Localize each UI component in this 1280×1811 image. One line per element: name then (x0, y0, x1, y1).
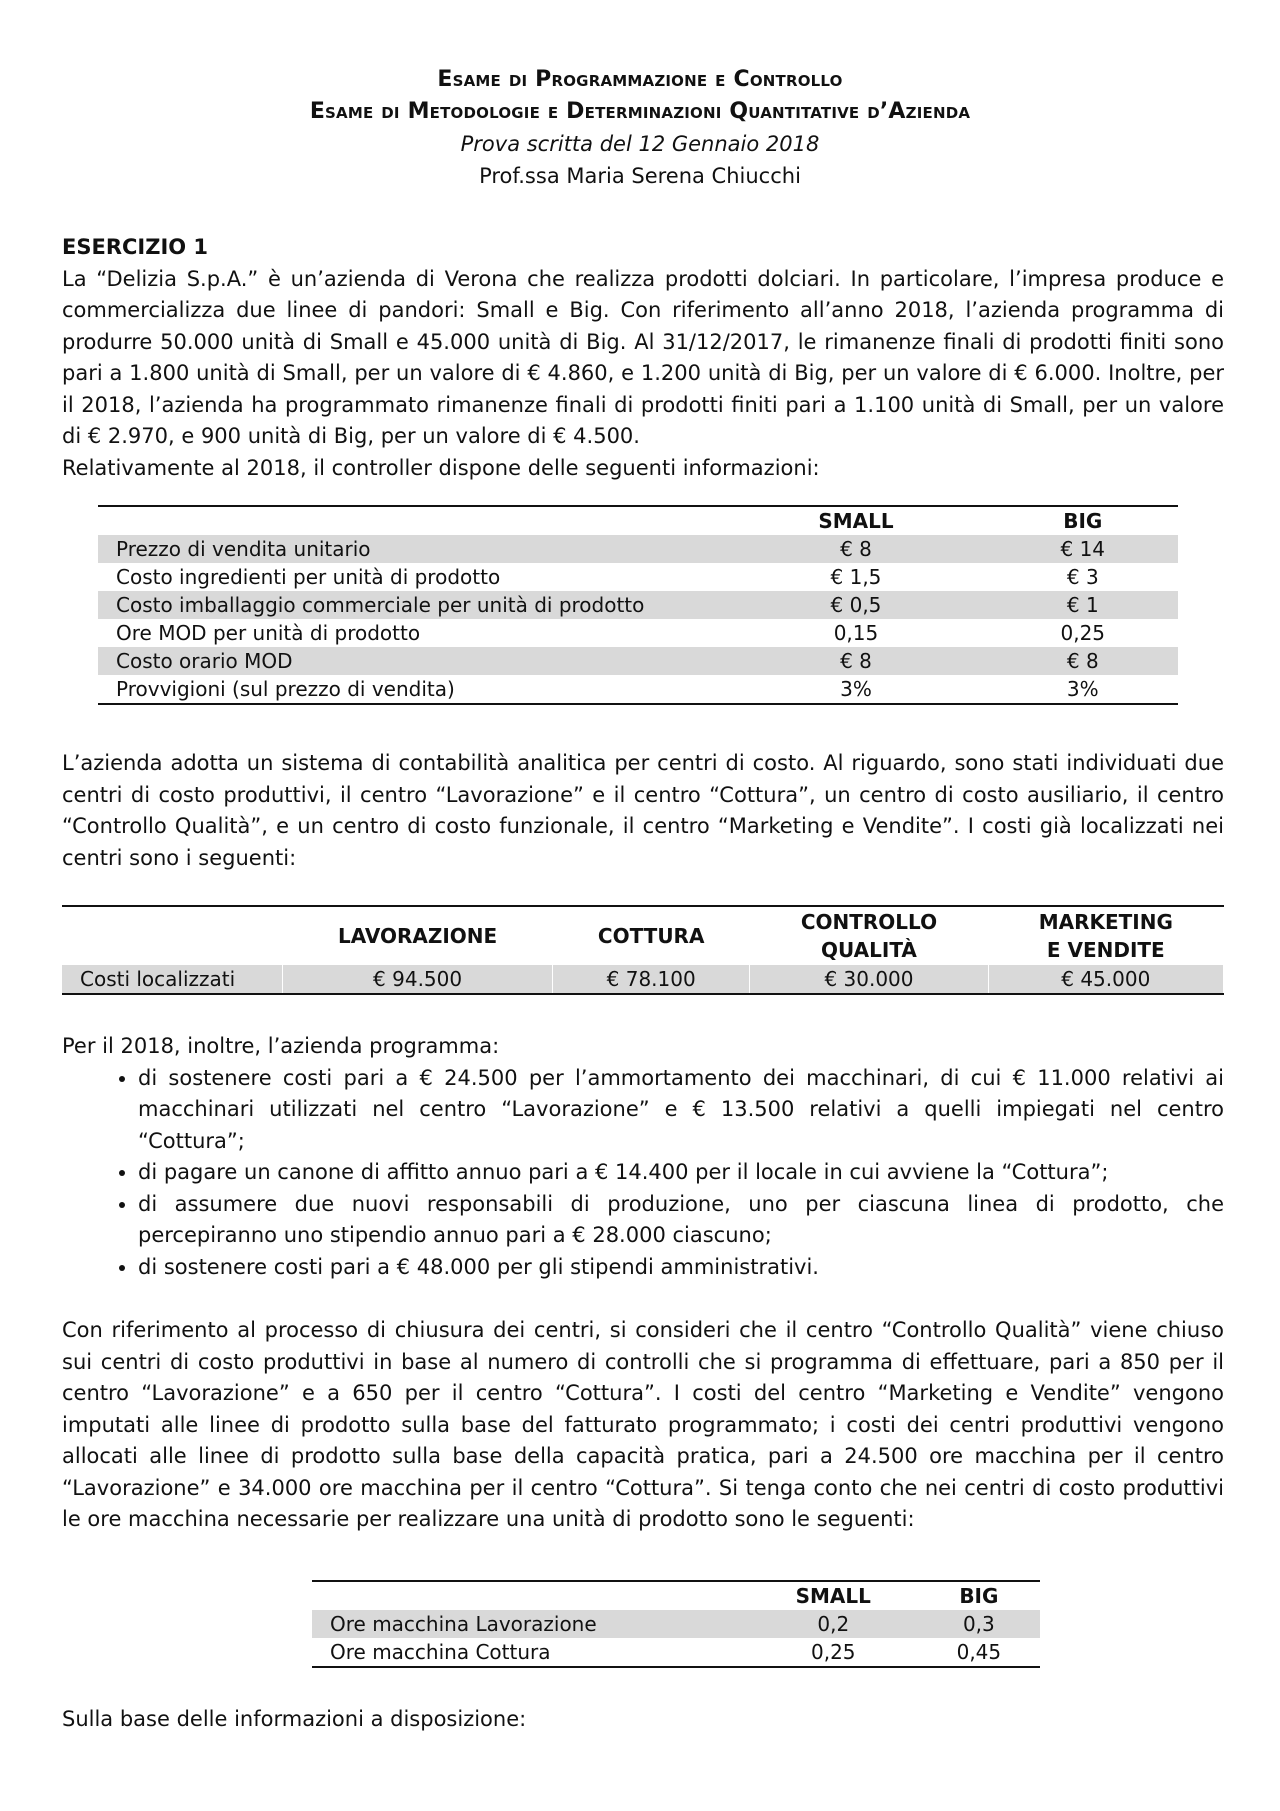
row-label: Ore MOD per unità di prodotto (116, 621, 421, 645)
closing-section (62, 1704, 1224, 1736)
column-header-cottura: COTTURA (552, 906, 749, 965)
cell-big: € 8 (988, 647, 1178, 675)
cell-small: € 8 (724, 535, 987, 563)
header-line: E VENDITE (1046, 938, 1165, 962)
cell-small: 3% (724, 675, 987, 704)
list-item: • di assumere due nuovi responsabili di produzione, uno per ciascuna linea di prodotto, che percepiranno uno stipendio annuo pari a € 28.000 ciascuno; (138, 1189, 1224, 1252)
column-header-big: BIG (918, 1581, 1040, 1610)
exercise-paragraph-1: La “Delizia S.p.A.” è un’azienda di Verona che realizza prodotti dolciari. In particolare, l’impresa produce e commercializza due linee di pandori: Small e Big. Con riferimento all’anno 2018, l’azienda programma di produrre 50.000 unità di Small e 45.000 unità di Big. Al 31/12/2017, le rimanenze finali di prodotti finiti sono pari a 1.800 unità di Small, per un valore di € 4.860, e 1.200 unità di Big, per un valore di € 6.000. Inoltre, per il 2018, l’azienda ha programmato rimanenze finali di prodotti finiti pari a 1.100 unità di Small, per un valore di € 2.970, e 900 unità di Big, per un valore di € 4.500. (62, 266, 1224, 448)
table-row (312, 1638, 1040, 1667)
exercise-paragraph-4: Per il 2018, inoltre, l’azienda programma: (62, 1034, 500, 1058)
exercise-paragraph-3: L’azienda adotta un sistema di contabilità analitica per centri di costo. Al riguardo, sono stati individuati due centri di costo produttivi, il centro “Lavorazione” e il centro “Cottura”, un centro di costo ausiliario, il centro “Controllo Qualità”, e un centro di costo funzionale, il centro “Marketing e Vendite”. I costi già localizzati nei centri sono i seguenti: (62, 751, 1224, 870)
column-header-big: BIG (988, 506, 1178, 535)
list-item: • di pagare un canone di affitto annuo pari a € 14.400 per il locale in cui avviene la “Cottura”; (138, 1157, 1224, 1189)
table-header-empty (312, 1581, 749, 1610)
exercise-paragraph-2: Relativamente al 2018, il controller dispone delle seguenti informazioni: (62, 455, 820, 480)
cell-small: € 1,5 (830, 565, 882, 589)
column-header-marketing-vendite (988, 906, 1223, 965)
table-row (98, 619, 1178, 647)
cell-lavorazione: € 94.500 (283, 965, 553, 994)
table-row (98, 535, 1178, 563)
table-row (98, 563, 1178, 591)
header-line: CONTROLLO (800, 910, 938, 934)
row-label: Ore macchina Cottura (312, 1638, 749, 1667)
exercise-paragraph-5: Con riferimento al processo di chiusura dei centri, si consideri che il centro “Controllo Qualità” viene chiuso sui centri di costo produttivi in base al numero di controlli che si programma di effettuare, pari a 850 per il centro “Lavorazione” e a 650 per il centro “Cottura”. I costi del centro “Marketing e Vendite” vengono imputati alle linee di prodotto sulla base del fatturato programmato; i costi dei centri produttivi vengono allocati alle linee di prodotto sulla base della capacità pratica, pari a 24.500 ore macchina per il centro “Lavorazione” e 34.000 ore macchina per il centro “Cottura”. Si tenga conto che nei centri di costo produttivi le ore macchina necessarie per realizzare una unità di prodotto sono le seguenti: (62, 1318, 1224, 1531)
cell-big: € 3 (1066, 565, 1099, 589)
program-list (62, 1063, 1224, 1284)
header-line: MARKETING (1038, 910, 1173, 934)
product-info-table (98, 505, 1178, 705)
cell-small: 0,25 (749, 1638, 918, 1667)
program-section (62, 1031, 1224, 1536)
table-row (98, 591, 1178, 619)
exercise-intro (62, 232, 1224, 484)
table-row (98, 675, 1178, 704)
exam-header (0, 64, 1280, 192)
exam-title-1: Esame di Programmazione e Controllo (437, 67, 843, 92)
cost-centers-table (62, 905, 1224, 995)
cell-small: 0,2 (749, 1610, 918, 1638)
row-label: Costi localizzati (62, 965, 283, 994)
column-header-lavorazione: LAVORAZIONE (283, 906, 553, 965)
column-header-small: SMALL (724, 506, 987, 535)
cell-small: € 8 (724, 647, 987, 675)
cell-big: € 1 (988, 591, 1178, 619)
cell-marketing-vendite: € 45.000 (988, 965, 1223, 994)
cell-cottura: € 78.100 (552, 965, 749, 994)
row-label: Ore macchina Lavorazione (312, 1610, 749, 1638)
table-row (98, 647, 1178, 675)
exercise-title: ESERCIZIO 1 (62, 235, 209, 259)
table-row (62, 965, 1224, 994)
row-label: Costo imballaggio commerciale per unità di prodotto (98, 591, 724, 619)
exercise-paragraph-6: Sulla base delle informazioni a disposizione: (62, 1707, 527, 1731)
cell-big: 0,25 (1060, 621, 1106, 645)
table-header-empty (98, 506, 724, 535)
row-label: Provvigioni (sul prezzo di vendita) (98, 675, 724, 704)
cell-big: 0,45 (918, 1638, 1040, 1667)
cell-controllo-qualita: € 30.000 (750, 965, 988, 994)
exam-date: Prova scritta del 12 Gennaio 2018 (460, 132, 820, 156)
cell-big: 0,3 (918, 1610, 1040, 1638)
table-header-empty (62, 906, 283, 965)
column-header-small: SMALL (749, 1581, 918, 1610)
cell-small: € 0,5 (724, 591, 987, 619)
cell-big: € 14 (988, 535, 1178, 563)
header-line: QUALITÀ (821, 938, 917, 962)
cell-small: 0,15 (833, 621, 879, 645)
exam-title-2: Esame di Metodologie e Determinazioni Quantitative d’Azienda (309, 99, 971, 124)
list-item: • di sostenere costi pari a € 24.500 per l’ammortamento dei macchinari, di cui € 11.000 relativi ai macchinari utilizzati nel centro “Lavorazione” e € 13.500 relativi a quelli impiegati nel centro “Cottura”; (138, 1063, 1224, 1158)
machine-hours-table (312, 1580, 1040, 1668)
cell-big: 3% (988, 675, 1178, 704)
cost-centers-intro (62, 748, 1224, 874)
exam-professor: Prof.ssa Maria Serena Chiucchi (479, 164, 801, 188)
row-label: Prezzo di vendita unitario (98, 535, 724, 563)
table-row (312, 1610, 1040, 1638)
list-item: • di sostenere costi pari a € 48.000 per gli stipendi amministrativi. (138, 1252, 1224, 1284)
column-header-controllo-qualita (750, 906, 988, 965)
row-label: Costo orario MOD (98, 647, 724, 675)
row-label: Costo ingredienti per unità di prodotto (116, 565, 501, 589)
